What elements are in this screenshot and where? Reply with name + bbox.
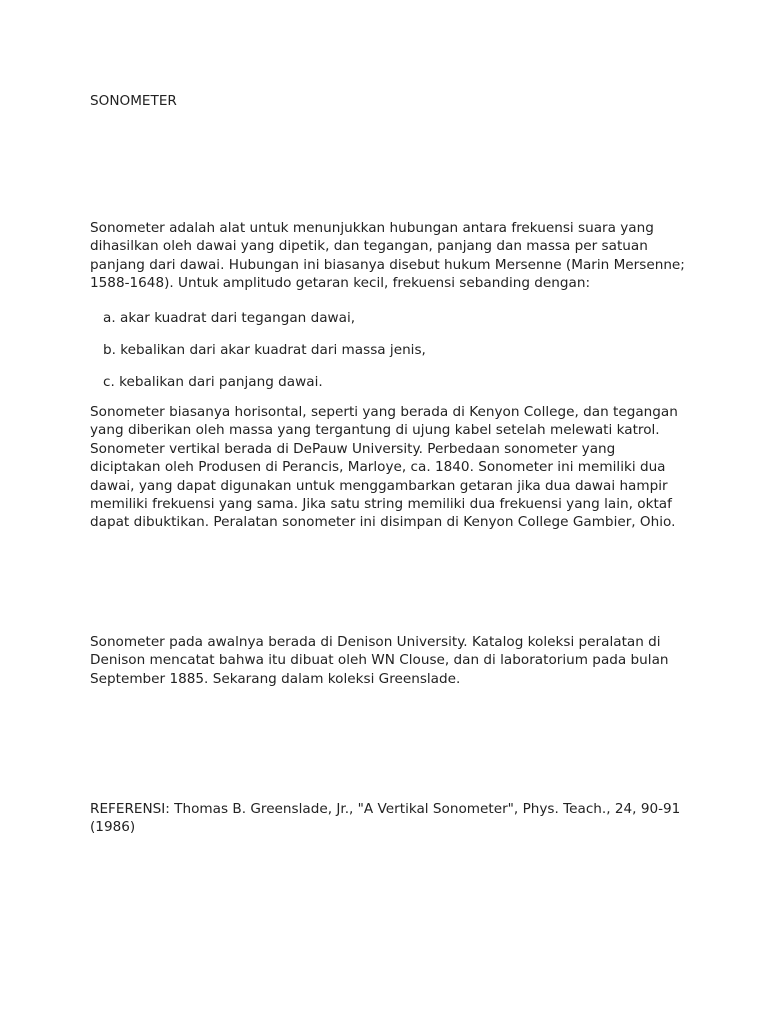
- document-title: SONOMETER: [90, 93, 177, 109]
- list-item: [103, 373, 698, 391]
- list-marker: c.: [103, 374, 115, 390]
- reference: REFERENSI: Thomas B. Greenslade, Jr., "A Vertikal Sonometer", Phys. Teach., 24, 90-91 (1986): [90, 801, 681, 836]
- paragraph-history: Sonometer pada awalnya berada di Denison University. Katalog koleksi peralatan di Denison mencatat bahwa itu dibuat oleh WN Clouse, dan di laboratorium pada bulan September 1885. Sekarang dalam koleksi Greenslade.: [90, 634, 669, 687]
- list-item-text: kebalikan dari panjang dawai.: [119, 374, 323, 390]
- list-item: [103, 341, 698, 359]
- list-item-text: kebalikan dari akar kuadrat dari massa jenis,: [120, 342, 426, 358]
- list-item-text: akar kuadrat dari tegangan dawai,: [119, 310, 356, 326]
- paragraph-description: Sonometer biasanya horisontal, seperti yang berada di Kenyon College, dan tegangan yang diberikan oleh massa yang tergantung di ujung kabel setelah melewati katrol. Sonometer vertikal berada di DePauw University. Perbedaan sonometer yang diciptakan oleh Produsen di Perancis, Marloye, ca. 1840. Sonometer ini memiliki dua dawai, yang dapat digunakan untuk menggambarkan getaran jika dua dawai hampir memiliki frekuensi yang sama. Jika satu string memiliki dua frekuensi yang lain, oktaf dapat dibuktikan. Peralatan sonometer ini disimpan di Kenyon College Gambier, Ohio.: [90, 404, 678, 531]
- list-marker: a.: [103, 310, 116, 326]
- list-item: [103, 309, 698, 327]
- list-marker: b.: [103, 342, 116, 358]
- paragraph-intro: Sonometer adalah alat untuk menunjukkan hubungan antara frekuensi suara yang dihasilkan oleh dawai yang dipetik, dan tegangan, panjang dan massa per satuan panjang dari dawai. Hubungan ini biasanya disebut hukum Mersenne (Marin Mersenne; 1588-1648). Untuk amplitudo getaran kecil, frekuensi sebanding dengan:: [90, 220, 685, 292]
